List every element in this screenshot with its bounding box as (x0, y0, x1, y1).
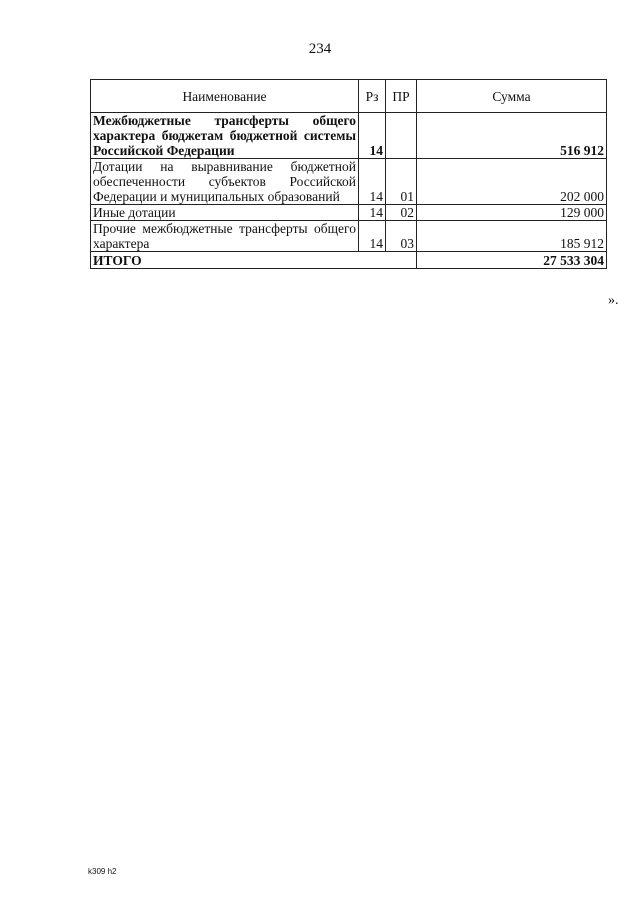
row-sum: 129 000 (417, 205, 607, 221)
table-row (91, 221, 607, 252)
row-name: Иные дотации (91, 205, 359, 221)
row-sum: 516 912 (417, 113, 607, 159)
header-pr: ПР (386, 80, 417, 113)
row-pr: 03 (386, 221, 417, 252)
row-pr (386, 113, 417, 159)
row-rz: 14 (359, 221, 386, 252)
header-name: Наименование (91, 80, 359, 113)
row-pr: 01 (386, 159, 417, 205)
total-label: ИТОГО (91, 252, 417, 269)
total-row (91, 252, 607, 269)
table-header-row (91, 80, 607, 113)
row-name: Межбюджетные трансферты общего характера бюджетам бюджетной системы Российской Федерации (91, 113, 359, 159)
row-rz: 14 (359, 113, 386, 159)
budget-table (90, 79, 607, 269)
row-sum: 202 000 (417, 159, 607, 205)
page-number: 234 (308, 41, 332, 57)
row-rz: 14 (359, 159, 386, 205)
row-name: Дотации на выравнивание бюджетной обеспеченности субъектов Российской Федерации и муниципальных образований (91, 159, 359, 205)
table-row (91, 159, 607, 205)
table-row (91, 113, 607, 159)
row-name: Прочие межбюджетные трансферты общего характера (91, 221, 359, 252)
footer-code: k309 h2 (88, 867, 117, 876)
closing-quote: ». (608, 293, 619, 308)
total-sum: 27 533 304 (417, 252, 607, 269)
row-rz: 14 (359, 205, 386, 221)
header-sum: Сумма (417, 80, 607, 113)
header-rz: Рз (359, 80, 386, 113)
table-row (91, 205, 607, 221)
row-pr: 02 (386, 205, 417, 221)
row-sum: 185 912 (417, 221, 607, 252)
